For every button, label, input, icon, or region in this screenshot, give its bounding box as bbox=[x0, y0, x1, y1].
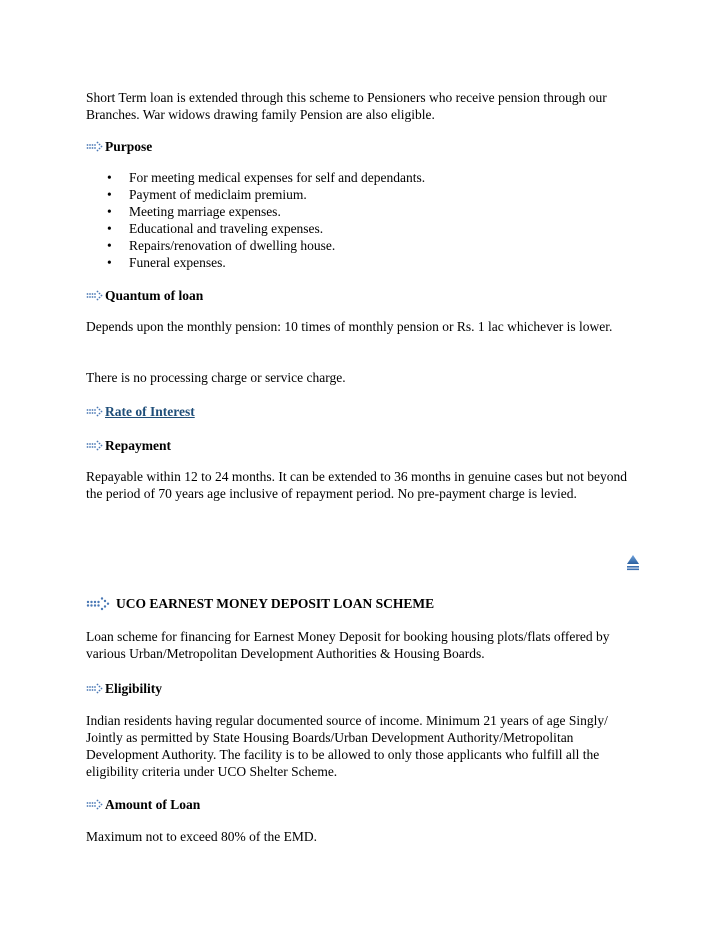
repayment-paragraph: Repayable within 12 to 24 months. It can be extended to 36 months in genuine cases but not beyond the period of 70 years age inclusive of repayment period. No pre-payment charge is levied. bbox=[86, 469, 628, 501]
dotted-arrow-icon bbox=[86, 288, 104, 302]
eligibility-paragraph: Indian residents having regular documented source of income. Minimum 21 years of age Singly/ Jointly as permitted by State Housing Boards/Urban Development Authority/Metropolitan Development Authority. The facility is to be allowed to only those applicants who fulfill all the eligibility criteria under UCO Shelter Scheme. bbox=[86, 713, 608, 779]
purpose-heading bbox=[86, 136, 152, 156]
rate-heading bbox=[86, 401, 195, 421]
amount-heading bbox=[86, 794, 200, 814]
charge-note: There is no processing charge or service charge. bbox=[86, 370, 346, 385]
list-item: • For meeting medical expenses for self and dependants. bbox=[107, 170, 426, 185]
dotted-arrow-icon bbox=[86, 797, 104, 811]
dotted-arrow-icon bbox=[86, 595, 112, 611]
list-item: • Meeting marriage expenses. bbox=[107, 204, 281, 219]
list-item: • Funeral expenses. bbox=[107, 255, 226, 270]
dotted-arrow-icon bbox=[86, 681, 104, 695]
emd-heading bbox=[86, 593, 434, 613]
emd-heading-label: UCO EARNEST MONEY DEPOSIT LOAN SCHEME bbox=[116, 595, 435, 611]
amount-heading-label: Amount of Loan bbox=[105, 796, 201, 812]
eligibility-heading-label: Eligibility bbox=[105, 680, 163, 696]
dotted-arrow-icon bbox=[86, 139, 104, 153]
rate-of-interest-link[interactable]: Rate of Interest bbox=[105, 403, 195, 419]
dotted-arrow-icon bbox=[86, 404, 104, 418]
list-item: • Payment of mediclaim premium. bbox=[107, 187, 307, 202]
eligibility-heading bbox=[86, 678, 162, 698]
purpose-list bbox=[86, 169, 626, 271]
purpose-heading-label: Purpose bbox=[105, 138, 153, 154]
intro-paragraph: Short Term loan is extended through this scheme to Pensioners who receive pension through our Branches. War widows drawing family Pension are also eligible. bbox=[86, 90, 607, 122]
list-item: • Educational and traveling expenses. bbox=[107, 221, 324, 236]
dotted-arrow-icon bbox=[86, 438, 104, 452]
quantum-heading bbox=[86, 285, 203, 305]
amount-paragraph: Maximum not to exceed 80% of the EMD. bbox=[86, 829, 317, 844]
back-to-top-icon[interactable] bbox=[626, 554, 640, 572]
repayment-heading-label: Repayment bbox=[105, 437, 171, 453]
list-item: • Repairs/renovation of dwelling house. bbox=[107, 238, 336, 253]
emd-paragraph: Loan scheme for financing for Earnest Money Deposit for booking housing plots/flats offered by various Urban/Metropolitan Development Authorities & Housing Boards. bbox=[86, 629, 610, 661]
repayment-heading bbox=[86, 435, 171, 455]
quantum-paragraph: Depends upon the monthly pension: 10 times of monthly pension or Rs. 1 lac whichever is lower. bbox=[86, 319, 613, 334]
quantum-heading-label: Quantum of loan bbox=[105, 287, 204, 303]
